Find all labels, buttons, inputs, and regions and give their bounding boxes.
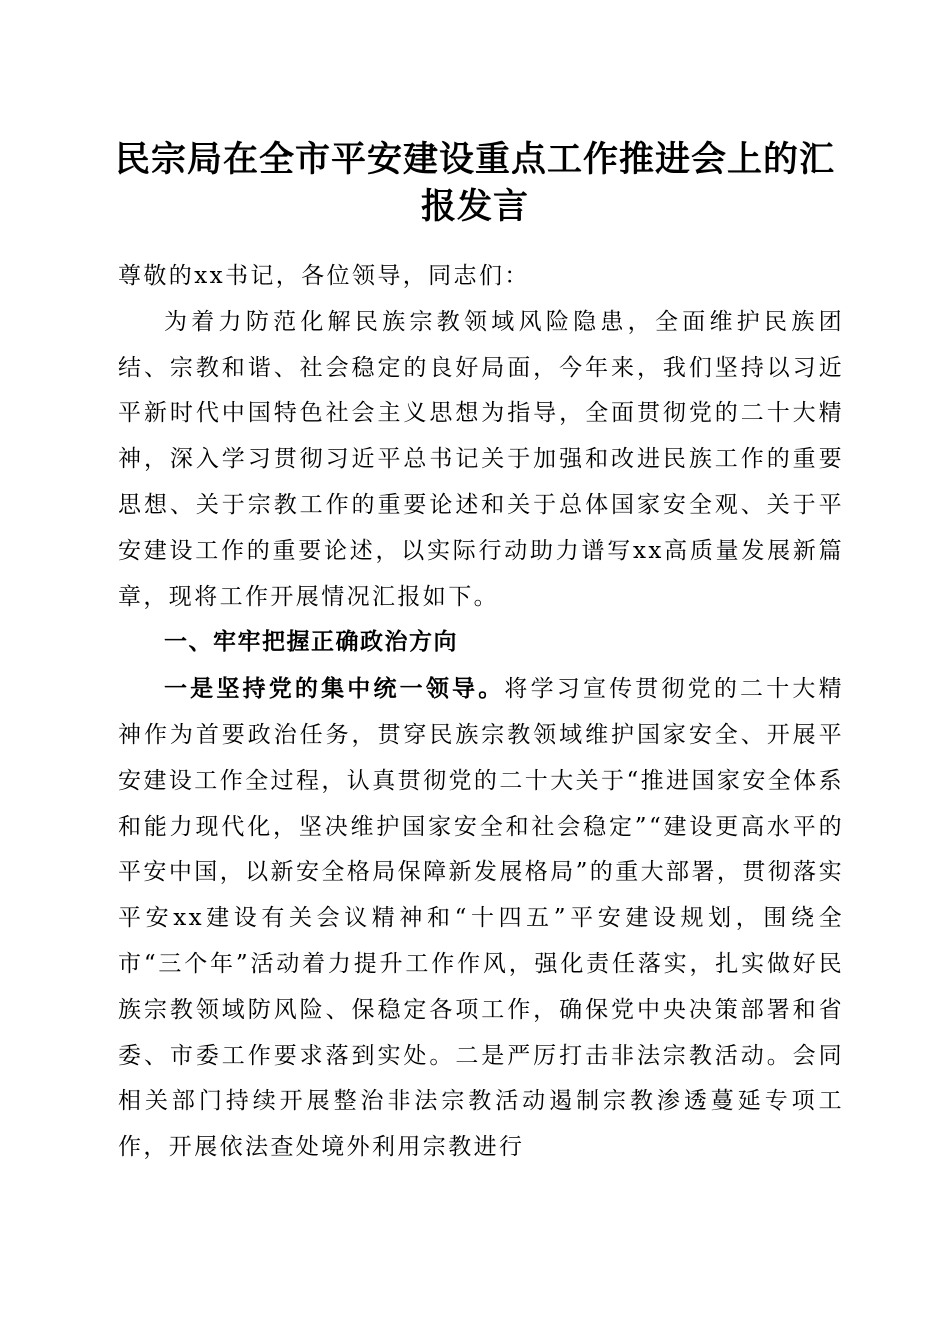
section-lead: 一是坚持党的集中统一领导。 bbox=[164, 675, 505, 703]
intro-paragraph: 为着力防范化解民族宗教领域风险隐患，全面维护民族团结、宗教和谐、社会稳定的良好局面，今年来，我们坚持以习近平新时代中国特色社会主义思想为指导，全面贯彻党的二十大精神，深入学习贯彻习近平总书记关于加强和改进民族工作的重要思想、关于宗教工作的重要论述和关于总体国家安全观、关于平安建设工作的重要论述，以实际行动助力谱写xx高质量发展新篇章，现将工作开展情况汇报如下。 bbox=[118, 308, 844, 610]
section-paragraph bbox=[118, 666, 844, 1171]
document-title: 民宗局在全市平安建设重点工作推进会上的汇报发言 bbox=[114, 139, 835, 227]
section-heading: 一、牢牢把握正确政治方向 bbox=[164, 629, 458, 656]
document-body bbox=[118, 254, 844, 1171]
salutation: 尊敬的xx书记，各位领导，同志们： bbox=[118, 263, 530, 289]
section-body-text: 将学习宣传贯彻党的二十大精神作为首要政治任务，贯穿民族宗教领域维护国家安全、开展平安建设工作全过程，认真贯彻党的二十大关于“推进国家安全体系和能力现代化，坚决维护国家安全和社会稳定”“建设更高水平的平安中国，以新安全格局保障新发展格局”的重大部署，贯彻落实平安xx建设有关会议精神和“十四五”平安建设规划，围绕全市“三个年”活动着力提升工作作风，强化责任落实，扎实做好民族宗教领域防风险、保稳定各项工作，确保党中央决策部署和省委、市委工作要求落到实处。二是严厉打击非法宗教活动。会同相关部门持续开展整治非法宗教活动遏制宗教渗透蔓延专项工作，开展依法查处境外利用宗教进行 bbox=[118, 676, 844, 1161]
